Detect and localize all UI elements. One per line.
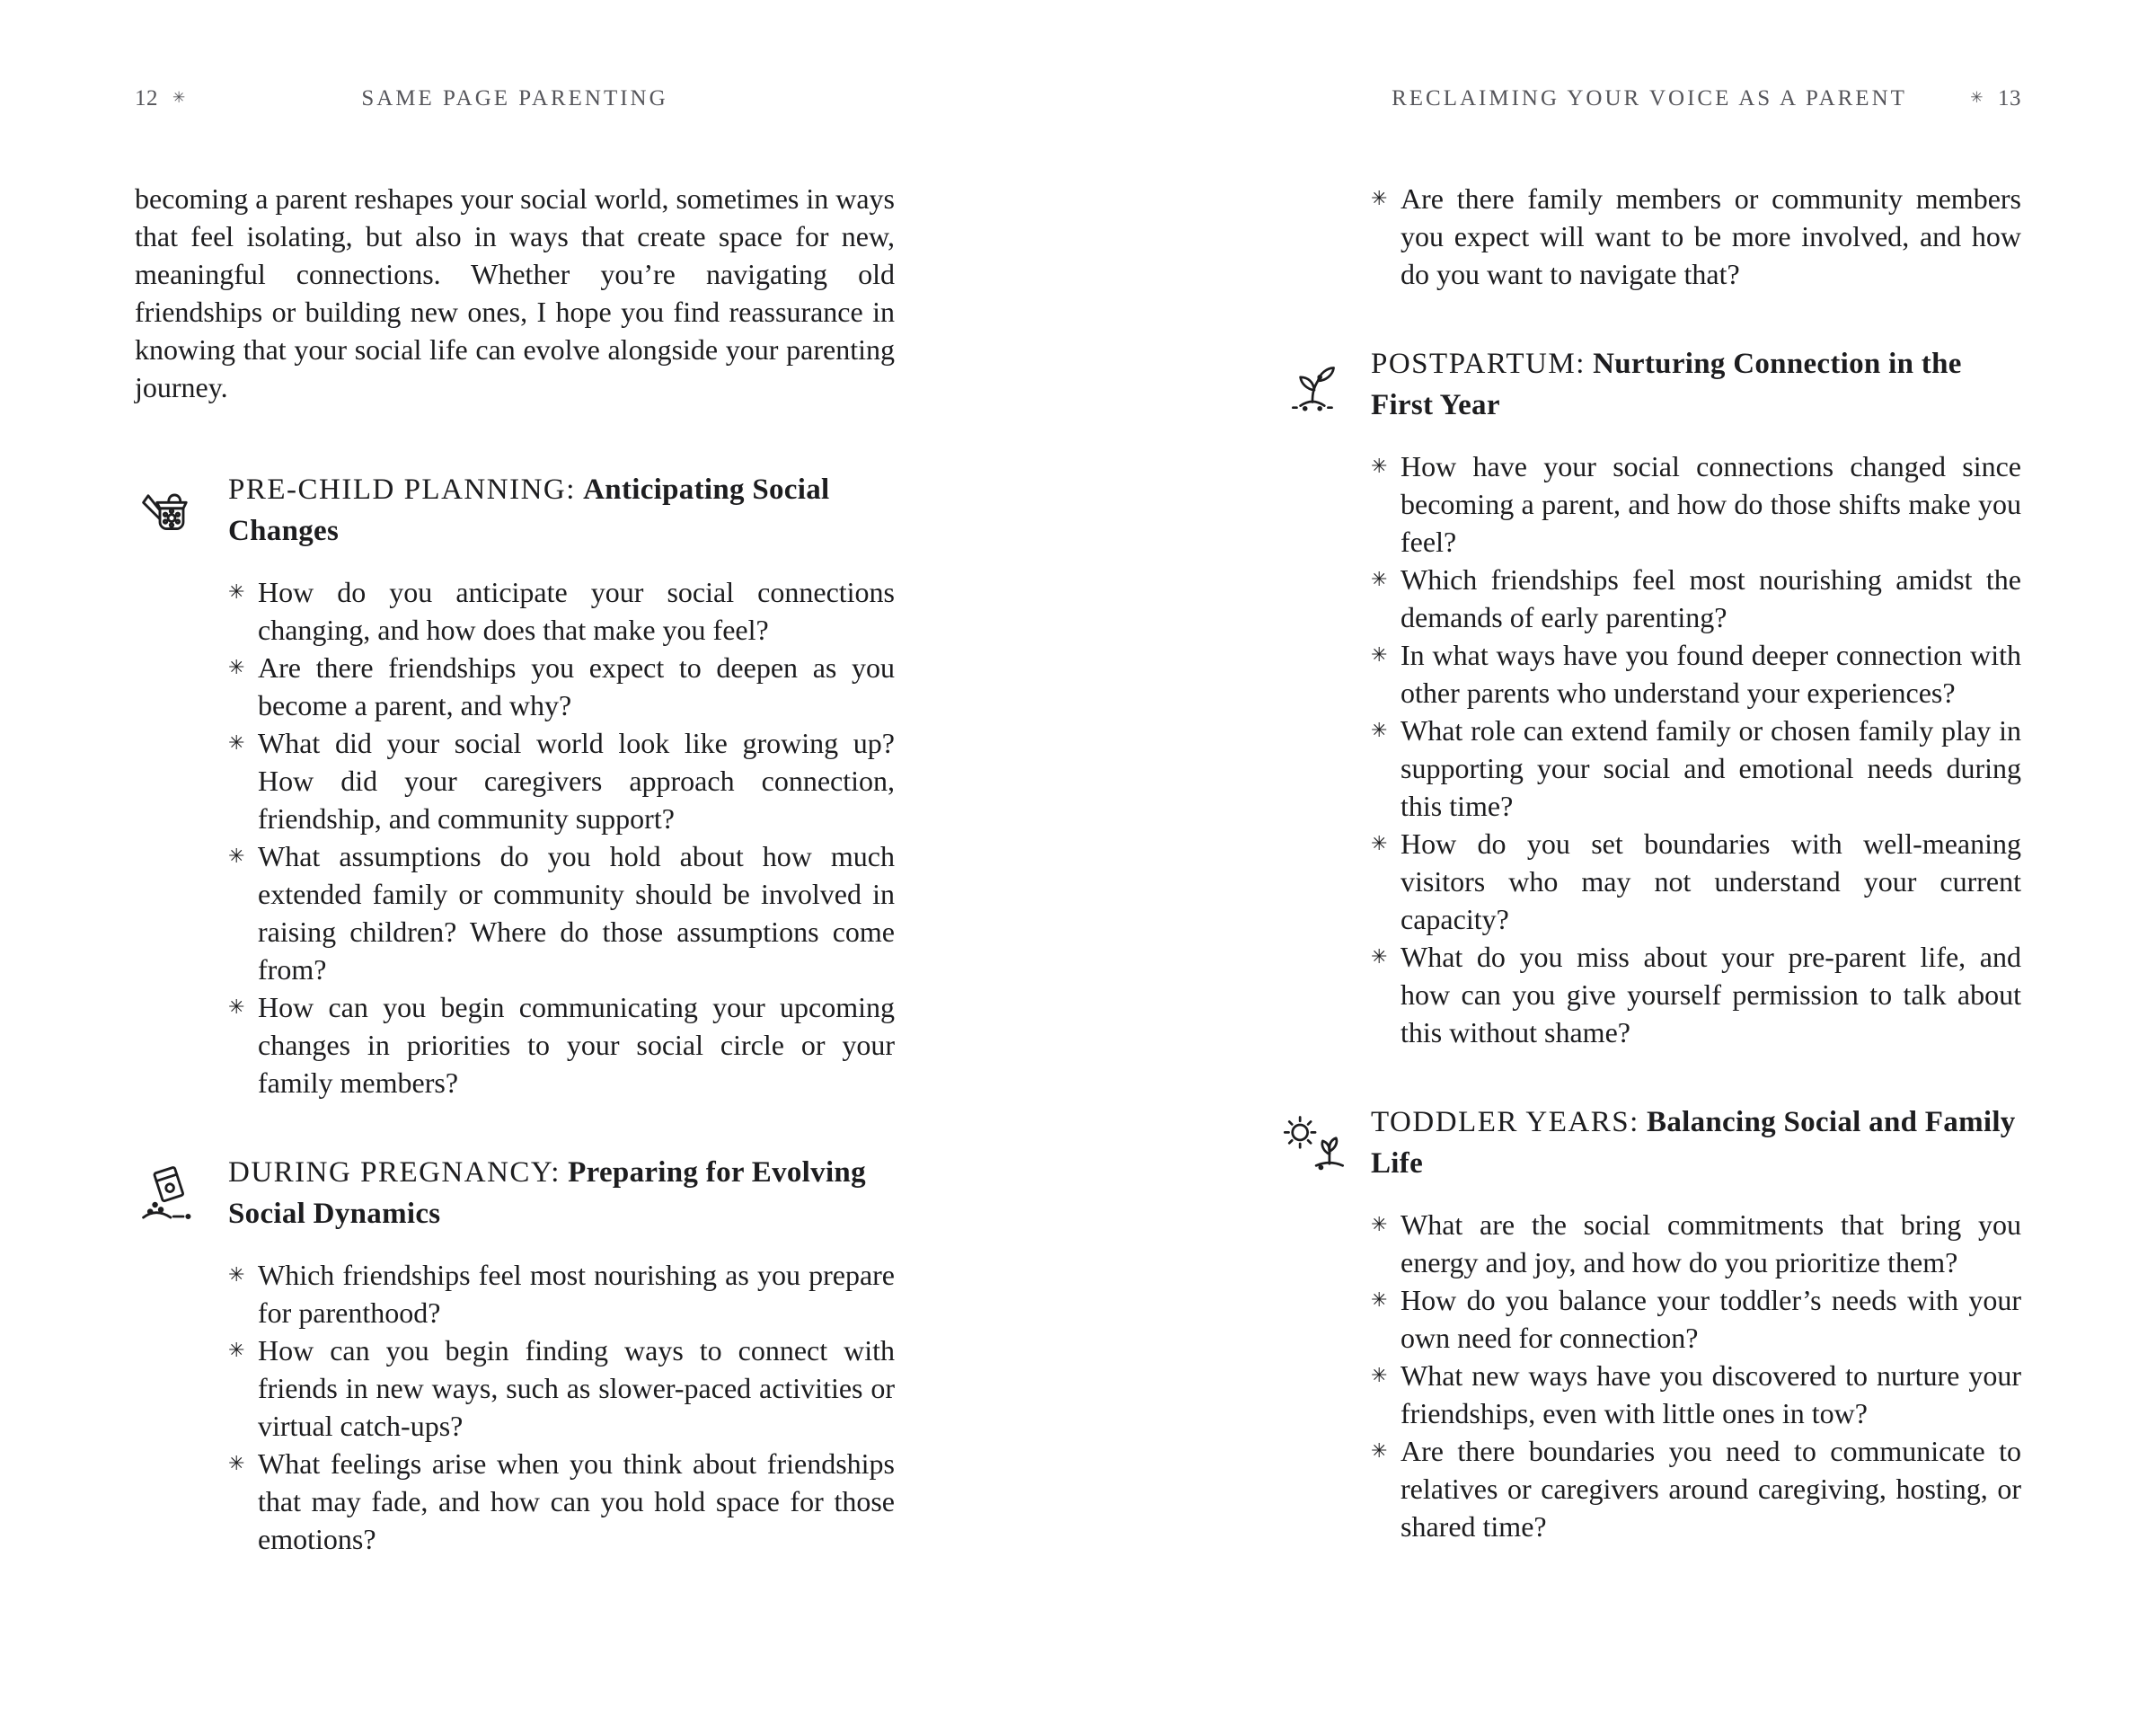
watering-can-icon: [135, 475, 208, 545]
asterisk-bullet-icon: ✳: [1371, 643, 1388, 666]
asterisk-bullet-icon: ✳: [1371, 1364, 1388, 1386]
section-postpartum: [1277, 343, 2021, 1051]
page-header-left: [135, 86, 895, 117]
list-item: [1371, 636, 2021, 712]
bullet-text: What did your social world look like growing up? How did your caregivers approach connection, friendship, and community support?: [258, 727, 895, 835]
asterisk-bullet-icon: ✳: [1371, 455, 1388, 477]
bullet-text: In what ways have you found deeper connection with other parents who understand your experiences?: [1401, 639, 2021, 709]
asterisk-bullet-icon: ✳: [228, 1263, 245, 1286]
section-subtitle: Anticipating Social Changes: [228, 473, 830, 547]
asterisk-bullet-icon: ✳: [228, 1339, 245, 1361]
list-item: [1371, 1281, 2021, 1357]
list-item: [228, 649, 895, 724]
list-item: [1371, 1357, 2021, 1432]
asterisk-bullet-icon: ✳: [228, 656, 245, 678]
page-right: [1078, 0, 2156, 1725]
bullet-text: How do you balance your toddler’s needs with your own need for connection?: [1401, 1284, 2021, 1354]
bullet-text: Are there family members or community members you expect will want to be more involved, and how do you want to navigate that?: [1401, 182, 2021, 290]
bullet-text: What do you miss about your pre-parent life, and how can you give yourself permission to talk about this without shame?: [1401, 941, 2021, 1048]
section-heading: [135, 469, 895, 552]
bullet-text: What feelings arise when you think about friendships that may fade, and how can you hold space for those emotions?: [258, 1447, 895, 1555]
asterisk-bullet-icon: ✳: [1371, 1439, 1388, 1462]
list-item: [1371, 825, 2021, 938]
bullet-text: Are there friendships you expect to deepen as you become a parent, and why?: [258, 651, 895, 721]
asterisk-bullet-icon: ✳: [228, 845, 245, 867]
asterisk-bullet-icon: ✳: [228, 731, 245, 754]
list-item: [228, 837, 895, 988]
page-number-left: [135, 86, 186, 111]
bullet-list: [135, 573, 895, 1101]
list-item: [228, 1256, 895, 1331]
bullet-text: What new ways have you discovered to nurture your friendships, even with little ones in tow?: [1401, 1359, 2021, 1429]
asterisk-bullet-icon: ✳: [1371, 832, 1388, 854]
asterisk-bullet-icon: ✳: [1371, 945, 1388, 968]
section-title: [228, 1152, 895, 1234]
list-item: [1371, 180, 2021, 293]
bullet-text: Which friendships feel most nourishing as you prepare for parenthood?: [258, 1259, 895, 1329]
section-label: DURING PREGNANCY:: [228, 1156, 561, 1189]
section-label: PRE-CHILD PLANNING:: [228, 473, 576, 506]
bullet-text: Which friendships feel most nourishing amidst the demands of early parenting?: [1401, 563, 2021, 633]
list-item: [1371, 1432, 2021, 1545]
asterisk-bullet-icon: ✳: [1371, 187, 1388, 209]
bullet-text: What role can extend family or chosen family play in supporting your social and emotional needs during this time?: [1401, 714, 2021, 822]
section-heading: [1277, 343, 2021, 426]
section-title: [1371, 343, 2021, 426]
bullet-text: How have your social connections changed since becoming a parent, and how do those shifts make you feel?: [1401, 450, 2021, 558]
bullet-text: How do you set boundaries with well-meaning visitors who may not understand your current capacity?: [1401, 827, 2021, 935]
asterisk-bullet-icon: ✳: [1371, 1288, 1388, 1311]
asterisk-bullet-icon: ✳: [1371, 1213, 1388, 1235]
running-title-left: SAME PAGE PARENTING: [361, 86, 668, 111]
asterisk-bullet-icon: ✳: [228, 1452, 245, 1474]
bullet-text: What assumptions do you hold about how much extended family or community should be involved in raising children? Where do those assumptions come from?: [258, 840, 895, 986]
section-during-pregnancy: [135, 1152, 895, 1558]
asterisk-ornament-icon: ✳: [1970, 89, 1984, 106]
bullet-text: What are the social commitments that bring you energy and joy, and how do you prioritize them?: [1401, 1208, 2021, 1278]
bullet-list: [1277, 1206, 2021, 1545]
page-number-right: [1970, 86, 2021, 111]
sun-plant-icon: [1277, 1109, 1351, 1177]
list-item: [1371, 561, 2021, 636]
section-heading: [1277, 1101, 2021, 1184]
bullet-text: How can you begin communicating your upcoming changes in priorities to your social circle or your family members?: [258, 991, 895, 1099]
bullet-text: Are there boundaries you need to communicate to relatives or caregivers around caregiving, hosting, or shared time?: [1401, 1435, 2021, 1543]
list-item: [1371, 938, 2021, 1051]
page-number-text: 13: [1998, 86, 2021, 111]
section-label: TODDLER YEARS:: [1371, 1106, 1639, 1138]
asterisk-bullet-icon: ✳: [228, 580, 245, 603]
list-item: [1371, 447, 2021, 561]
list-item: [228, 724, 895, 837]
bullet-list: [135, 1256, 895, 1558]
section-subtitle: Nurturing Connection in the First Year: [1371, 348, 1962, 421]
page-header-right: [1277, 86, 2021, 117]
list-item: [1371, 1206, 2021, 1281]
asterisk-bullet-icon: ✳: [228, 995, 245, 1018]
section-pre-child-planning: [135, 469, 895, 1101]
section-title: [228, 469, 895, 552]
list-item: [1371, 712, 2021, 825]
list-item: [228, 1445, 895, 1558]
bullet-text: How do you anticipate your social connections changing, and how does that make you feel?: [258, 576, 895, 646]
page-number-text: 12: [135, 86, 158, 111]
section-subtitle: Preparing for Evolving Social Dynamics: [228, 1156, 866, 1230]
bullet-list: [1277, 447, 2021, 1051]
section-title: [1371, 1101, 2021, 1184]
asterisk-bullet-icon: ✳: [1371, 719, 1388, 741]
intro-paragraph: becoming a parent reshapes your social world, sometimes in ways that feel isolating, but also in ways that create space for new, meaningful connections. Whether you’re navigating old friendships or building new ones, I hope you find reassurance in knowing that your social life can evolve alongside your parenting journey.: [135, 182, 895, 403]
running-title-right: RECLAIMING YOUR VOICE AS A PARENT: [1392, 86, 1907, 111]
section-toddler-years: [1277, 1101, 2021, 1545]
list-item: [228, 1331, 895, 1445]
list-item: [228, 988, 895, 1101]
bullet-text: How can you begin finding ways to connect with friends in new ways, such as slower-paced activities or virtual catch-ups?: [258, 1334, 895, 1442]
asterisk-bullet-icon: ✳: [1371, 568, 1388, 590]
list-item: [228, 573, 895, 649]
section-heading: [135, 1152, 895, 1234]
seedling-icon: [1277, 350, 1351, 419]
section-label: POSTPARTUM:: [1371, 348, 1586, 380]
continued-bullet-list: [1277, 180, 2021, 293]
asterisk-ornament-icon: ✳: [172, 89, 186, 106]
seed-packet-icon: [135, 1158, 208, 1228]
section-subtitle: Balancing Social and Family Life: [1371, 1106, 2016, 1180]
